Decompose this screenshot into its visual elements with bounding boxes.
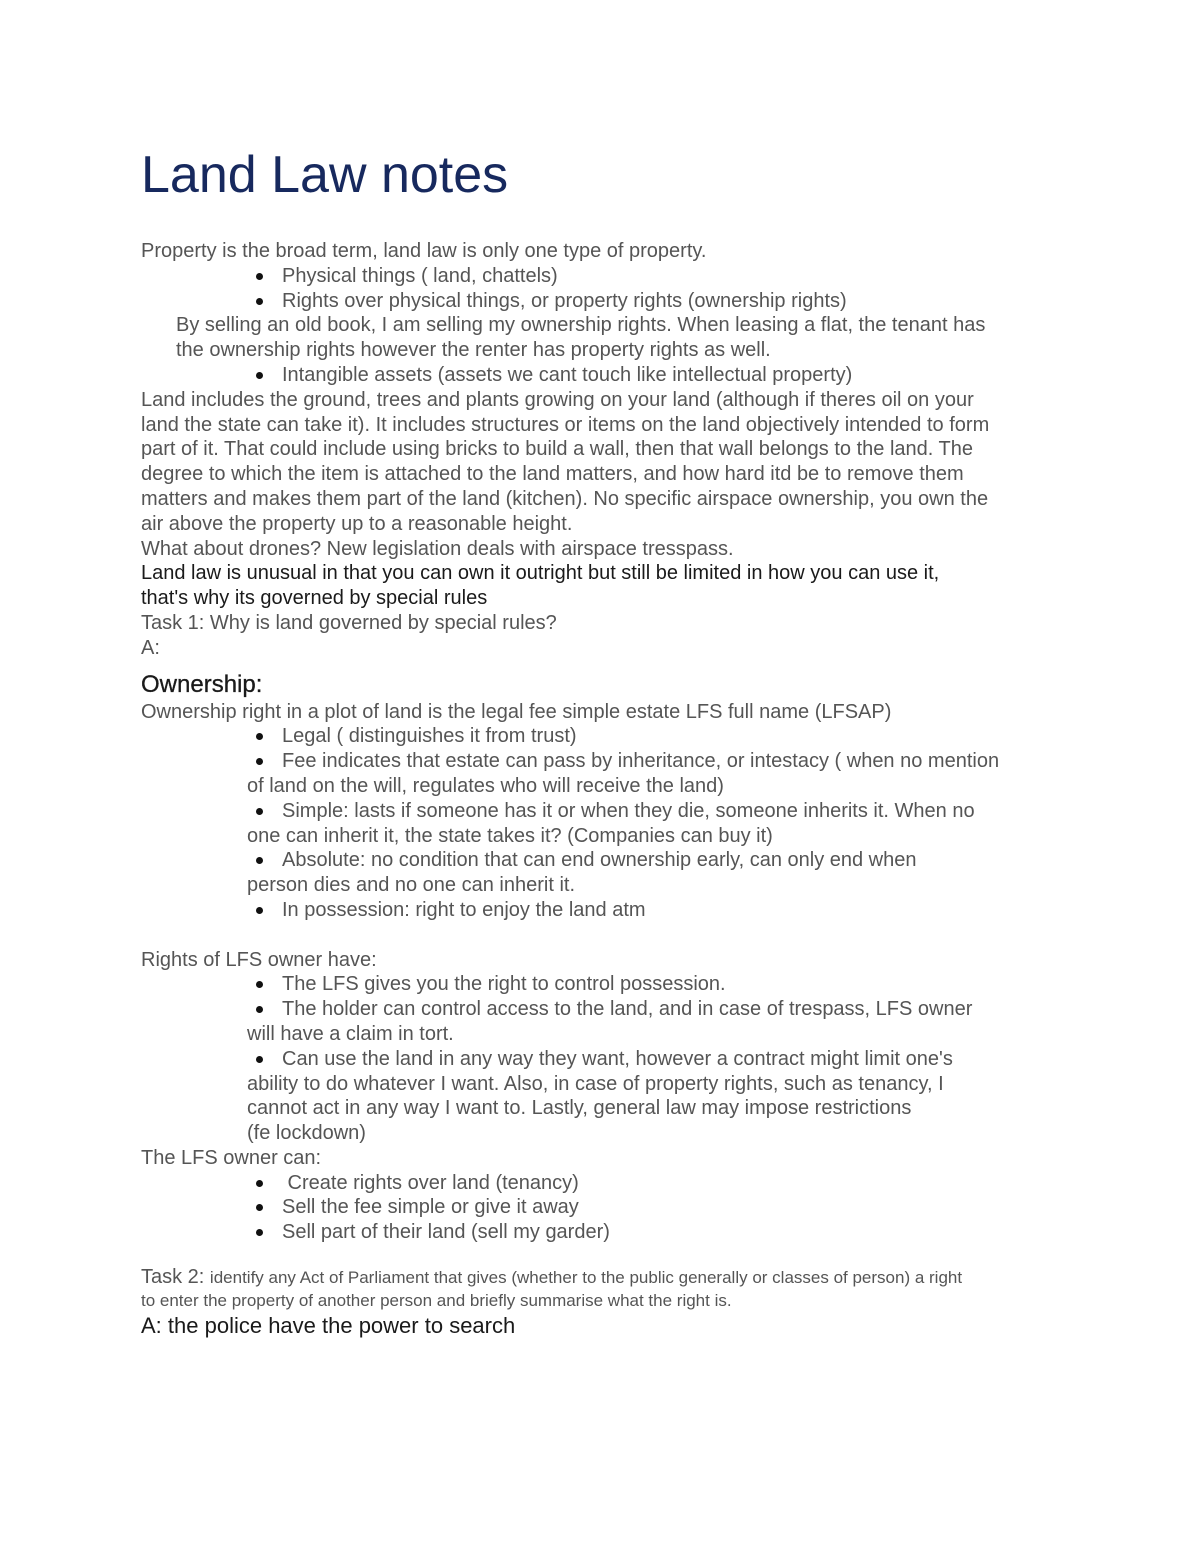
unusual-paragraph-line: Land law is unusual in that you can own it outright but still be limited in how you can use it,	[141, 562, 940, 585]
bullet-icon	[256, 1056, 263, 1063]
bullet-item	[141, 749, 1071, 774]
bullet-text: Fee indicates that estate can pass by inheritance, or intestacy ( when no mention	[282, 750, 1000, 773]
bullet-text: Intangible assets (assets we cant touch like intellectual property)	[282, 363, 853, 386]
blank-line	[141, 1245, 1071, 1265]
bullet-text: In possession: right to enjoy the land atm	[282, 898, 646, 921]
bullet-icon	[256, 758, 263, 765]
bullet-item	[141, 799, 1071, 824]
bullet-continuation: ability to do whatever I want. Also, in case of property rights, such as tenancy, I	[247, 1072, 944, 1095]
bullet-item	[141, 264, 1071, 289]
bullet-text: Create rights over land (tenancy)	[282, 1171, 579, 1194]
task2-question-line: to enter the property of another person and briefly summarise what the right is.	[141, 1290, 732, 1310]
bullet-icon	[256, 273, 263, 280]
bullet-continuation: of land on the will, regulates who will receive the land)	[247, 774, 724, 797]
task2-answer: A: the police have the power to search	[141, 1312, 516, 1338]
bullet-icon	[256, 372, 263, 379]
bullet-icon	[256, 808, 263, 815]
ownership-heading: Ownership:	[141, 670, 263, 698]
bullet-item	[141, 898, 1071, 923]
bullet-text: The holder can control access to the land, and in case of trespass, LFS owner	[282, 998, 973, 1021]
bullet-item	[141, 289, 1071, 314]
task1-question: Task 1: Why is land governed by special rules?	[141, 611, 557, 634]
land-paragraph-line: matters and makes them part of the land (kitchen). No specific airspace ownership, you own the	[141, 487, 989, 510]
bullet-item	[141, 997, 1071, 1022]
bullet-item	[141, 1195, 1071, 1220]
bullet-item	[141, 363, 1071, 388]
bullet-continuation: cannot act in any way I want to. Lastly, general law may impose restrictions	[247, 1097, 912, 1120]
land-paragraph-line: air above the property up to a reasonable height.	[141, 512, 573, 535]
bullet-icon	[256, 1180, 263, 1187]
bullet-item	[141, 1220, 1071, 1245]
bullet-icon	[256, 733, 263, 740]
book-paragraph-line: By selling an old book, I am selling my ownership rights. When leasing a flat, the tenant has	[176, 314, 986, 337]
bullet-item	[141, 1047, 1071, 1072]
bullet-text: Absolute: no condition that can end ownership early, can only end when	[282, 849, 917, 872]
bullet-text: Legal ( distinguishes it from trust)	[282, 725, 577, 748]
bullet-icon	[256, 857, 263, 864]
rights-intro: Rights of LFS owner have:	[141, 948, 377, 971]
intro-paragraph: Property is the broad term, land law is only one type of property.	[141, 240, 707, 262]
bullet-text: Rights over physical things, or property rights (ownership rights)	[282, 289, 847, 312]
bullet-continuation: will have a claim in tort.	[247, 1022, 454, 1045]
bullet-text: Physical things ( land, chattels)	[282, 264, 558, 287]
land-paragraph-line: part of it. That could include using bricks to build a wall, then that wall belongs to the land. The	[141, 438, 973, 461]
bullet-item	[141, 724, 1071, 749]
book-paragraph-line: the ownership rights however the renter has property rights as well.	[176, 339, 771, 362]
task2-question-line	[141, 1265, 1071, 1290]
bullet-text: Sell the fee simple or give it away	[282, 1196, 579, 1219]
land-paragraph-line: degree to which the item is attached to the land matters, and how hard itd be to remove them	[141, 463, 964, 486]
bullet-item	[141, 848, 1071, 873]
task2-text: identify any Act of Parliament that gives (whether to the public generally or classes of person) a right	[209, 1268, 963, 1288]
task2-label: Task 2:	[141, 1266, 210, 1289]
bullet-item	[141, 972, 1071, 997]
bullet-icon	[256, 981, 263, 988]
bullet-icon	[256, 298, 263, 305]
bullet-icon	[256, 907, 263, 914]
bullet-item	[141, 1171, 1071, 1196]
bullet-continuation: one can inherit it, the state takes it? (Companies can buy it)	[247, 824, 773, 847]
bullet-icon	[256, 1204, 263, 1211]
land-paragraph-line: Land includes the ground, trees and plants growing on your land (although if theres oil on your	[141, 388, 974, 411]
owner-can-intro: The LFS owner can:	[141, 1146, 322, 1169]
bullet-icon	[256, 1229, 263, 1236]
bullet-text: Simple: lasts if someone has it or when they die, someone inherits it. When no	[282, 799, 975, 822]
unusual-paragraph-line: that's why its governed by special rules	[141, 587, 488, 610]
drones-paragraph: What about drones? New legislation deals with airspace tresspass.	[141, 537, 734, 560]
bullet-text: Sell part of their land (sell my garder)	[282, 1221, 610, 1244]
bullet-text: The LFS gives you the right to control possession.	[282, 973, 726, 996]
bullet-continuation: (fe lockdown)	[247, 1122, 366, 1145]
document-title: Land Law notes	[141, 146, 509, 204]
ownership-intro: Ownership right in a plot of land is the legal fee simple estate LFS full name (LFSAP)	[141, 700, 892, 723]
bullet-icon	[256, 1006, 263, 1013]
bullet-continuation: person dies and no one can inherit it.	[247, 874, 575, 897]
task1-answer: A:	[141, 636, 160, 659]
document-body	[141, 239, 1071, 1340]
bullet-text: Can use the land in any way they want, however a contract might limit one's	[282, 1047, 953, 1070]
land-paragraph-line: land the state can take it). It includes structures or items on the land objectively intended to form	[141, 413, 990, 436]
blank-line	[141, 923, 1071, 948]
